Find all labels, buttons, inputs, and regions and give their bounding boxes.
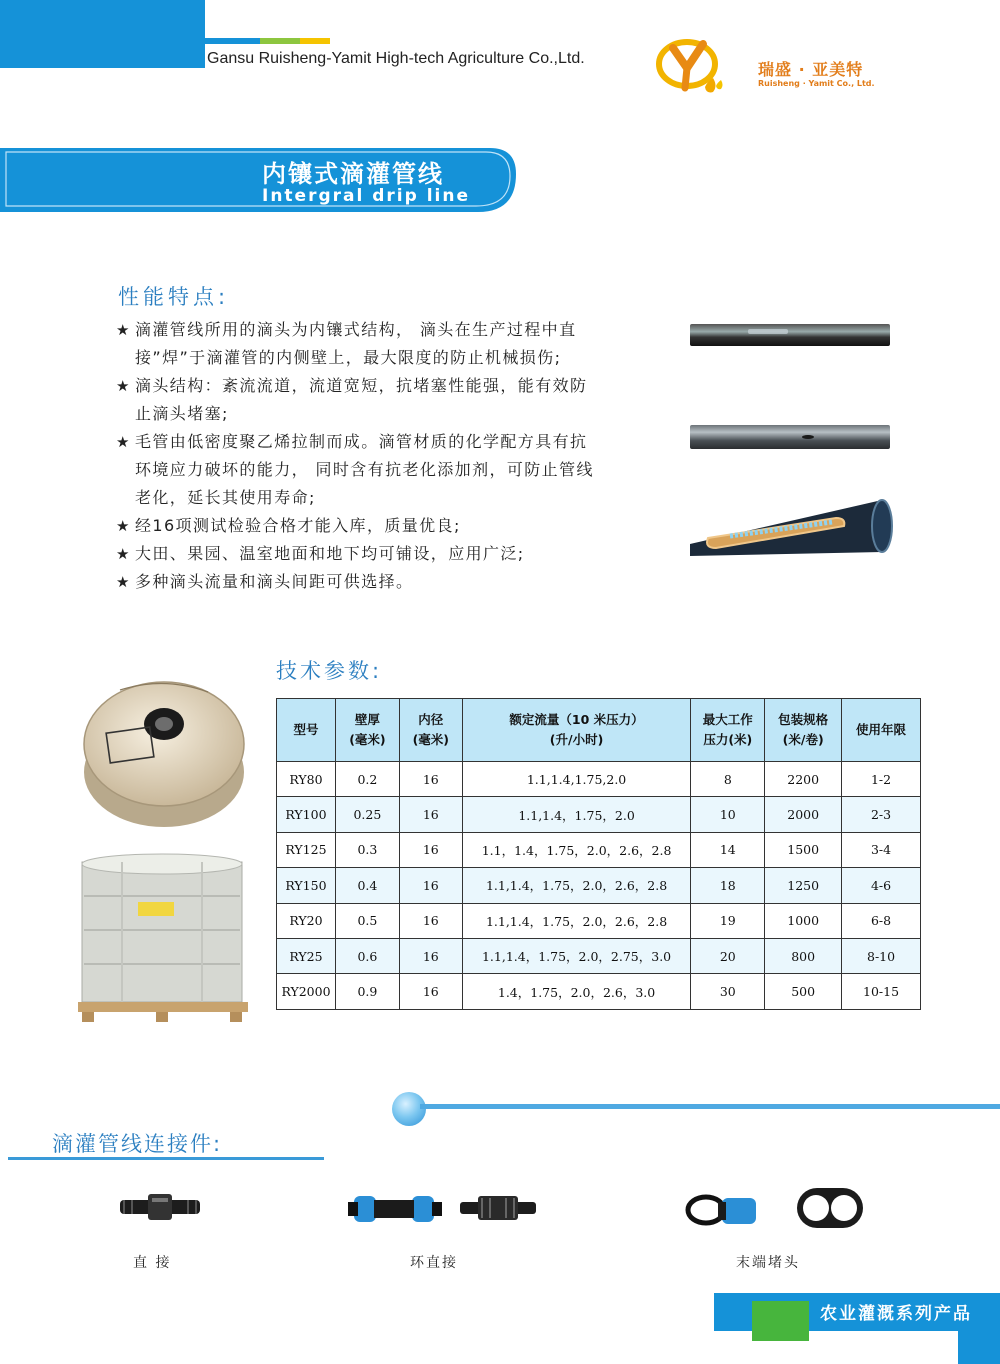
table-cell: 2000 [765, 797, 842, 832]
feature-item [116, 512, 646, 540]
decorative-line [420, 1104, 1000, 1109]
table-cell: RY2000 [277, 974, 336, 1009]
table-cell: 3-4 [842, 832, 921, 867]
table-cell: RY125 [277, 832, 336, 867]
star-bullet-icon: ★ [116, 517, 131, 535]
logo-chinese-text: 瑞盛 · 亚美特 [758, 60, 864, 79]
table-row [277, 797, 921, 832]
end-cap-ring-image [794, 1180, 866, 1236]
table-cell: 2200 [765, 762, 842, 797]
straight-connector-image [118, 1180, 202, 1236]
table-cell: 16 [399, 938, 462, 973]
table-cell: 0.2 [335, 762, 399, 797]
star-bullet-icon: ★ [116, 573, 131, 591]
feature-line: 老化，延长其使用寿命; [135, 488, 316, 507]
table-cell: 0.6 [335, 938, 399, 973]
table-cell: 16 [399, 797, 462, 832]
features-list [116, 316, 646, 596]
page-title-cn: 内镶式滴灌管线 [262, 160, 444, 188]
feature-item [116, 316, 646, 372]
feature-line: 毛管由低密度聚乙烯拉制而成。滴管材质的化学配方具有抗 [135, 432, 588, 451]
feature-line: 滴灌管线所用的滴头为内镶式结构， 滴头在生产过程中直 [135, 320, 577, 339]
table-cell: RY100 [277, 797, 336, 832]
feature-line: 大田、果园、温室地面和地下均可铺设，应用广泛; [135, 544, 525, 563]
table-row [277, 762, 921, 797]
column-header: 最大工作 压力(米) [691, 699, 765, 762]
table-cell: 4-6 [842, 868, 921, 903]
logo-english-text: Ruisheng · Yamit Co., Ltd. [758, 79, 875, 88]
column-header: 型号 [277, 699, 336, 762]
table-cell: 10-15 [842, 974, 921, 1009]
table-cell: 1.1，1.4，1.75，2.0，2.6，2.8 [462, 832, 691, 867]
table-cell: 1250 [765, 868, 842, 903]
table-cell: RY20 [277, 903, 336, 938]
feature-line: 经16项测试检验合格才能入库，质量优良; [135, 516, 461, 535]
table-header-row [277, 699, 921, 762]
table-row [277, 974, 921, 1009]
table-cell: 30 [691, 974, 765, 1009]
table-cell: 10 [691, 797, 765, 832]
pallet-packaging-image [78, 848, 248, 1023]
table-cell: 0.4 [335, 868, 399, 903]
table-cell: 19 [691, 903, 765, 938]
header-color-strip [205, 38, 330, 44]
star-bullet-icon: ★ [116, 433, 131, 451]
end-plug-label: 末端堵头 [736, 1255, 800, 1271]
column-header: 壁厚 (毫米) [335, 699, 399, 762]
table-row [277, 868, 921, 903]
table-cell: RY25 [277, 938, 336, 973]
straight-connector-label: 直 接 [133, 1255, 172, 1271]
table-row [277, 938, 921, 973]
feature-line: 环境应力破坏的能力， 同时含有抗老化添加剂，可防止管线 [135, 460, 594, 479]
ring-connector-body-image [456, 1180, 540, 1236]
table-cell: 0.3 [335, 832, 399, 867]
table-cell: 16 [399, 903, 462, 938]
features-heading: 性能特点: [118, 285, 230, 309]
feature-line: 多种滴头流量和滴头间距可供选择。 [135, 572, 414, 591]
table-cell: 18 [691, 868, 765, 903]
end-plug-image [682, 1180, 764, 1236]
column-header: 额定流量（10 米压力） (升/小时) [462, 699, 691, 762]
column-header: 使用年限 [842, 699, 921, 762]
table-row [277, 832, 921, 867]
column-header: 内径 (毫米) [399, 699, 462, 762]
drip-pipe-image [688, 318, 893, 352]
table-cell: 0.5 [335, 903, 399, 938]
star-bullet-icon: ★ [116, 321, 131, 339]
feature-line: 接”焊”于滴灌管的内侧壁上，最大限度的防止机械损伤; [135, 348, 562, 367]
table-cell: 0.9 [335, 974, 399, 1009]
table-cell: RY150 [277, 868, 336, 903]
table-cell: 8-10 [842, 938, 921, 973]
feature-item [116, 428, 646, 512]
table-cell: 16 [399, 974, 462, 1009]
pipe-reel-image [80, 672, 248, 832]
table-cell: RY80 [277, 762, 336, 797]
table-cell: 1500 [765, 832, 842, 867]
feature-line: 滴头结构：紊流流道，流道宽短，抗堵塞性能强，能有效防 [135, 376, 588, 395]
table-cell: 1.1,1.4，1.75，2.0，2.6，2.8 [462, 868, 691, 903]
feature-item [116, 540, 646, 568]
table-cell: 6-8 [842, 903, 921, 938]
connectors-heading: 滴灌管线连接件: [52, 1132, 223, 1156]
footer-text: 农业灌溉系列产品 [820, 1304, 972, 1324]
table-cell: 1.1,1.4，1.75，2.0 [462, 797, 691, 832]
footer-tail-block [958, 1331, 1000, 1364]
table-cell: 2-3 [842, 797, 921, 832]
table-cell: 1-2 [842, 762, 921, 797]
table-cell: 8 [691, 762, 765, 797]
table-cell: 0.25 [335, 797, 399, 832]
table-cell: 1.1,1.4，1.75，2.0，2.75，3.0 [462, 938, 691, 973]
table-cell: 1.1,1.4,1.75,2.0 [462, 762, 691, 797]
ring-connector-image [346, 1180, 444, 1236]
table-cell: 800 [765, 938, 842, 973]
feature-item [116, 568, 646, 596]
drip-pipe-image [688, 420, 893, 454]
tech-heading: 技术参数: [276, 659, 383, 683]
ring-connector-label: 环直接 [410, 1255, 458, 1271]
spec-table [276, 698, 921, 1010]
company-logo-icon [655, 38, 727, 100]
table-cell: 16 [399, 832, 462, 867]
column-header: 包装规格 (米/卷) [765, 699, 842, 762]
header-blue-block [0, 0, 205, 68]
decorative-ball [392, 1092, 426, 1126]
table-cell: 1.1,1.4，1.75，2.0，2.6，2.8 [462, 903, 691, 938]
page-title-en: Intergral drip line [262, 186, 470, 206]
feature-item [116, 372, 646, 428]
star-bullet-icon: ★ [116, 545, 131, 563]
heading-underline [8, 1157, 324, 1160]
table-cell: 500 [765, 974, 842, 1009]
star-bullet-icon: ★ [116, 377, 131, 395]
table-cell: 16 [399, 762, 462, 797]
table-row [277, 903, 921, 938]
pipe-cutaway-image [686, 492, 898, 562]
table-cell: 1000 [765, 903, 842, 938]
table-cell: 20 [691, 938, 765, 973]
table-cell: 1.4，1.75，2.0，2.6，3.0 [462, 974, 691, 1009]
company-name: Gansu Ruisheng-Yamit High-tech Agriculture Co.,Ltd. [207, 50, 585, 67]
table-cell: 14 [691, 832, 765, 867]
table-cell: 16 [399, 868, 462, 903]
feature-line: 止滴头堵塞; [135, 404, 229, 423]
footer-green-block [752, 1301, 809, 1341]
